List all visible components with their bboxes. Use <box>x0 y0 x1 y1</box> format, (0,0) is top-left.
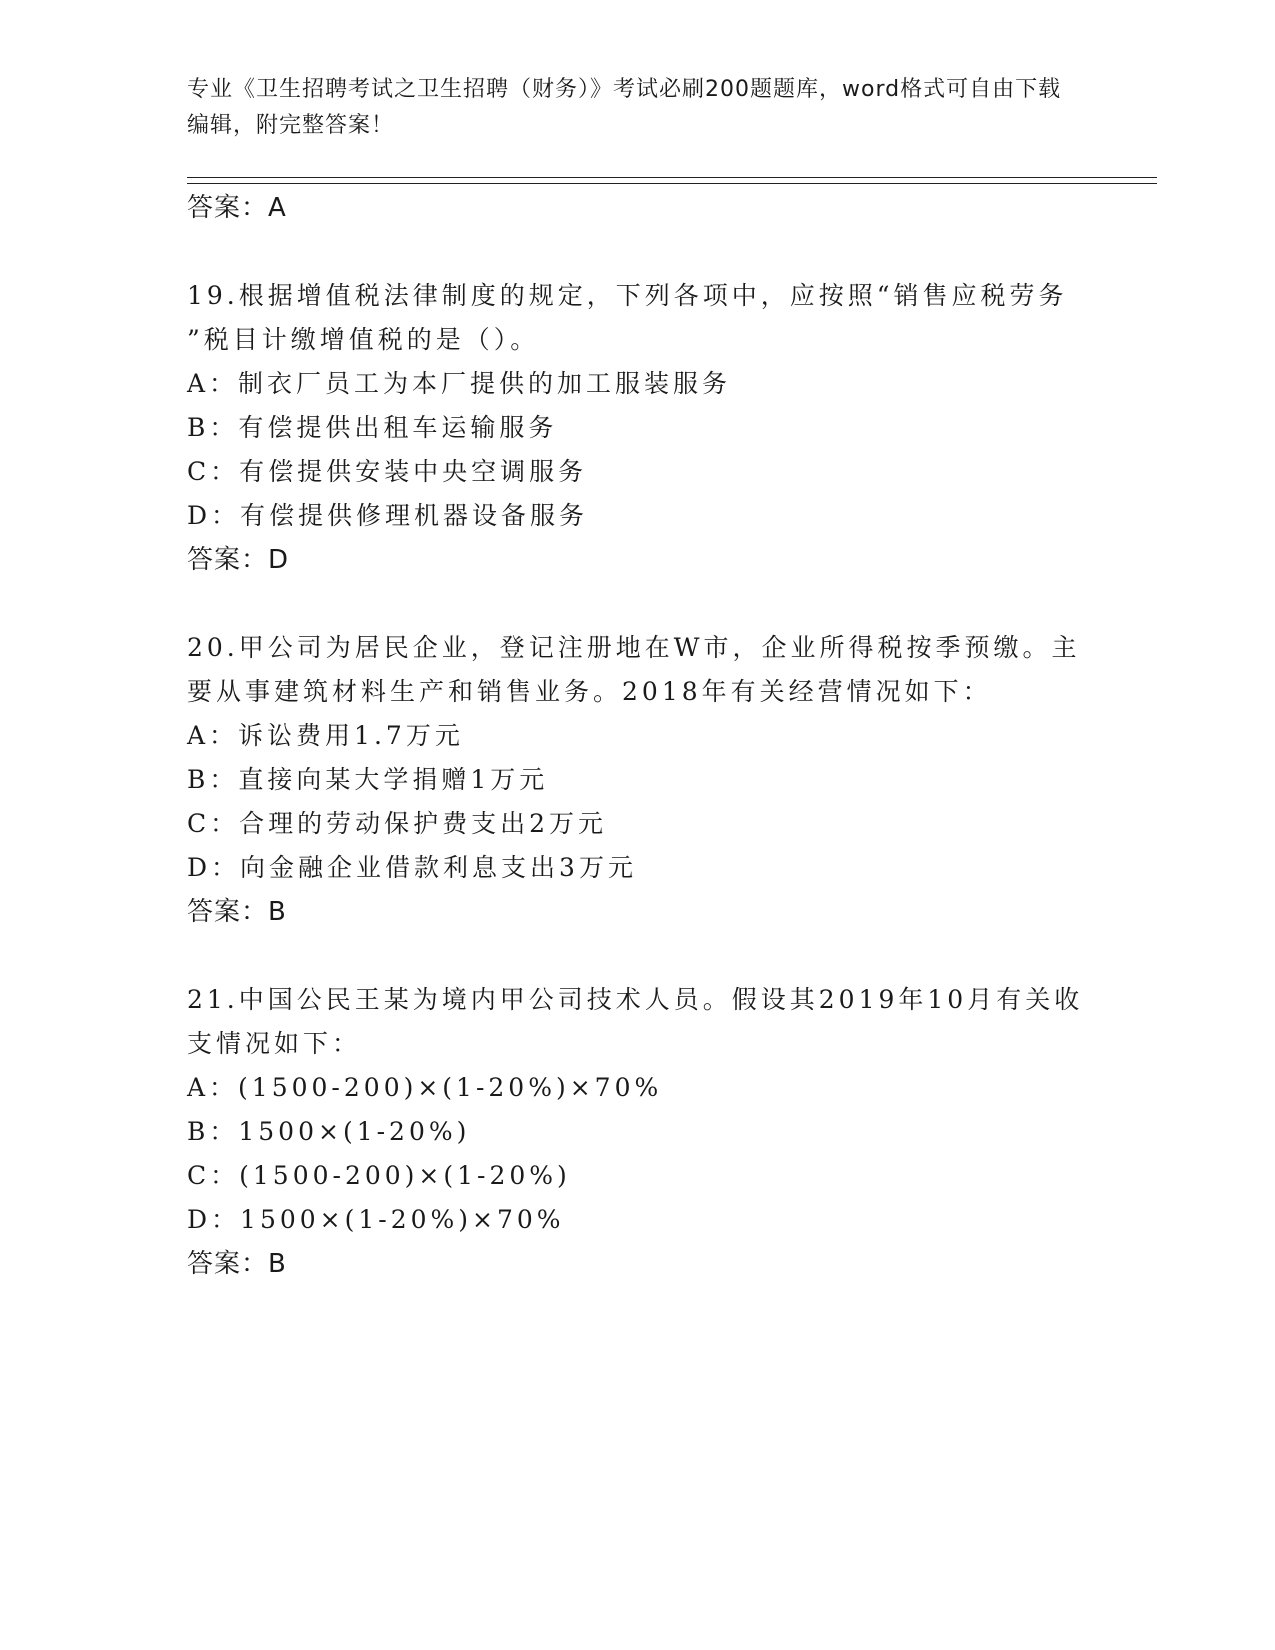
previous-answer: 答案：A <box>187 193 287 223</box>
question-20-option-b: B：直接向某大学捐赠1万元 <box>187 765 549 794</box>
document-header: 专业《卫生招聘考试之卫生招聘（财务）》考试必刷200题题库，word格式可自由下载编辑，附完整答案！ <box>187 77 1062 138</box>
question-21-stem-line-1: 21.中国公民王某为境内甲公司技术人员。假设其2019年10月有关收 <box>187 985 1084 1014</box>
question-20-stem-line-2: 要从事建筑材料生产和销售业务。2018年有关经营情况如下： <box>187 677 992 706</box>
question-19-stem-line-1: 19.根据增值税法律制度的规定，下列各项中，应按照“销售应税劳务 <box>187 281 1068 310</box>
question-21-option-c: C：(1500-200)×(1-20%) <box>187 1161 571 1190</box>
question-20-answer: 答案：B <box>187 897 287 927</box>
question-19-option-b: B：有偿提供出租车运输服务 <box>187 413 558 442</box>
question-20-option-c: C：合理的劳动保护费支出2万元 <box>187 809 608 838</box>
header-divider-top <box>187 177 1157 178</box>
question-21-option-d: D：1500×(1-20%)×70% <box>187 1205 565 1234</box>
question-21-stem-line-2: 支情况如下： <box>187 1029 362 1058</box>
question-20-option-d: D：向金融企业借款利息支出3万元 <box>187 853 637 882</box>
question-21-answer: 答案：B <box>187 1249 287 1279</box>
question-21-option-b: B：1500×(1-20%) <box>187 1117 471 1146</box>
question-19-option-c: C：有偿提供安装中央空调服务 <box>187 457 588 486</box>
question-20-option-a: A：诉讼费用1.7万元 <box>187 721 464 750</box>
question-19-option-d: D：有偿提供修理机器设备服务 <box>187 501 589 530</box>
header-divider-bottom <box>187 183 1157 184</box>
question-19-answer: 答案：D <box>187 545 290 575</box>
question-20-stem-line-1: 20.甲公司为居民企业，登记注册地在W市，企业所得税按季预缴。主 <box>187 633 1081 662</box>
question-19-stem-line-2: ”税目计缴增值税的是（）。 <box>187 325 540 354</box>
question-21-option-a: A：(1500-200)×(1-20%)×70% <box>187 1073 663 1102</box>
question-19-option-a: A：制衣厂员工为本厂提供的加工服装服务 <box>187 369 732 398</box>
